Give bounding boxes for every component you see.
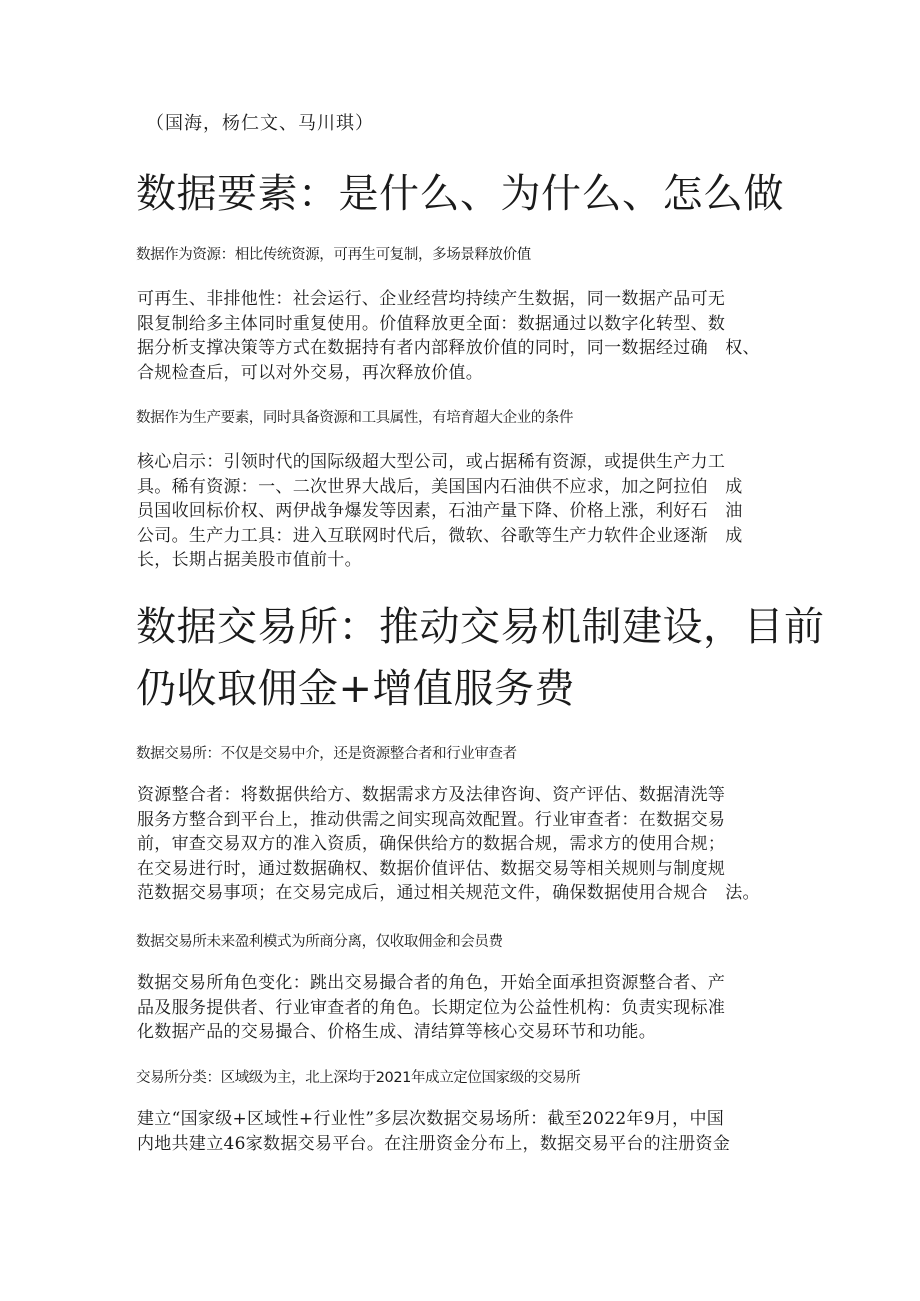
author-byline: （国海，杨仁文、马川琪） [146,113,374,134]
subsection-heading: 交易所分类：区域级为主，北上深均于2021年成立定位国家级的交易所 [136,1070,581,1086]
paragraph [137,450,797,573]
text-line: 内地共建立46家数据交易平台。在注册资金分布上，数据交易平台的注册资金 [137,1133,731,1154]
section-title-data-elements [136,165,784,223]
paragraph [137,1107,797,1156]
text-line: 数据交易所角色变化：跳出交易撮合者的角色，开始全面承担资源整合者、产 [137,973,726,993]
text-line: 限复制给多主体同时重复使用。价值释放更全面：数据通过以数字化转型、数 [137,313,726,334]
subsection-heading: 数据交易所：不仅是交易中介，还是资源整合者和行业审查者 [136,746,517,762]
text-line: 可再生、非排他性：社会运行、企业经营均持续产生数据，同一数据产品可无 [137,289,726,309]
section-title-line: 仍收取佣金+增值服务费 [136,666,576,712]
section-title-line: 数据要素：是什么、为什么、怎么做 [136,171,784,217]
text-line: 服务方整合到平台上，推动供需之间实现高效配置。行业审查者：在数据交易 [137,809,726,830]
text-line: 建立“国家级+区域性+行业性”多层次数据交易场所：截至2022年9月，中国 [137,1109,725,1129]
text-line: 员国收回标价权、两伊战争爆发等因素，石油产量下降、价格上涨，利好石 油 [137,501,743,521]
subsection-heading: 数据交易所未来盈利模式为所商分离，仅收取佣金和会员费 [136,934,503,950]
subsection-heading: 数据作为生产要素，同时具备资源和工具属性，有培育超大企业的条件 [136,410,574,426]
text-line: 具。稀有资源：一、二次世界大战后，美国国内石油供不应求，加之阿拉伯 成 [137,476,743,497]
text-line: 前，审查交易双方的准入资质，确保供给方的数据合规，需求方的使用合规； [137,834,726,854]
subsection-heading: 数据作为资源：相比传统资源，可再生可复制，多场景释放价值 [136,247,531,263]
text-line: 范数据交易事项；在交易完成后，通过相关规范文件，确保数据使用合规合 法。 [137,883,760,903]
paragraph [137,287,797,385]
text-line: 品及服务提供者、行业审查者的角色。长期定位为公益性机构：负责实现标准 [137,997,726,1018]
text-line: 公司。生产力工具：进入互联网时代后，微软、谷歌等生产力软件企业逐渐 成 [137,525,743,546]
text-line: 资源整合者：将数据供给方、数据需求方及法律咨询、资产评估、数据清洗等 [137,785,726,805]
paragraph [137,783,797,906]
text-line: 合规检查后，可以对外交易，再次释放价值。 [137,362,483,383]
text-line: 据分析支撑决策等方式在数据持有者内部释放价值的同时，同一数据经过确 权、 [137,338,760,358]
text-line: 化数据产品的交易撮合、价格生成、清结算等核心交易环节和功能。 [137,1022,656,1042]
paragraph [137,971,797,1045]
section-title-line: 数据交易所：推动交易机制建设，目前 [136,604,825,650]
text-line: 在交易进行时，通过数据确权、数据价值评估、数据交易等相关规则与制度规 [137,858,726,879]
section-title-data-exchange [136,598,825,718]
text-line: 核心启示：引领时代的国际级超大型公司，或占据稀有资源，或提供生产力工 [137,452,726,472]
text-line: 长，长期占据美股市值前十。 [137,550,362,570]
